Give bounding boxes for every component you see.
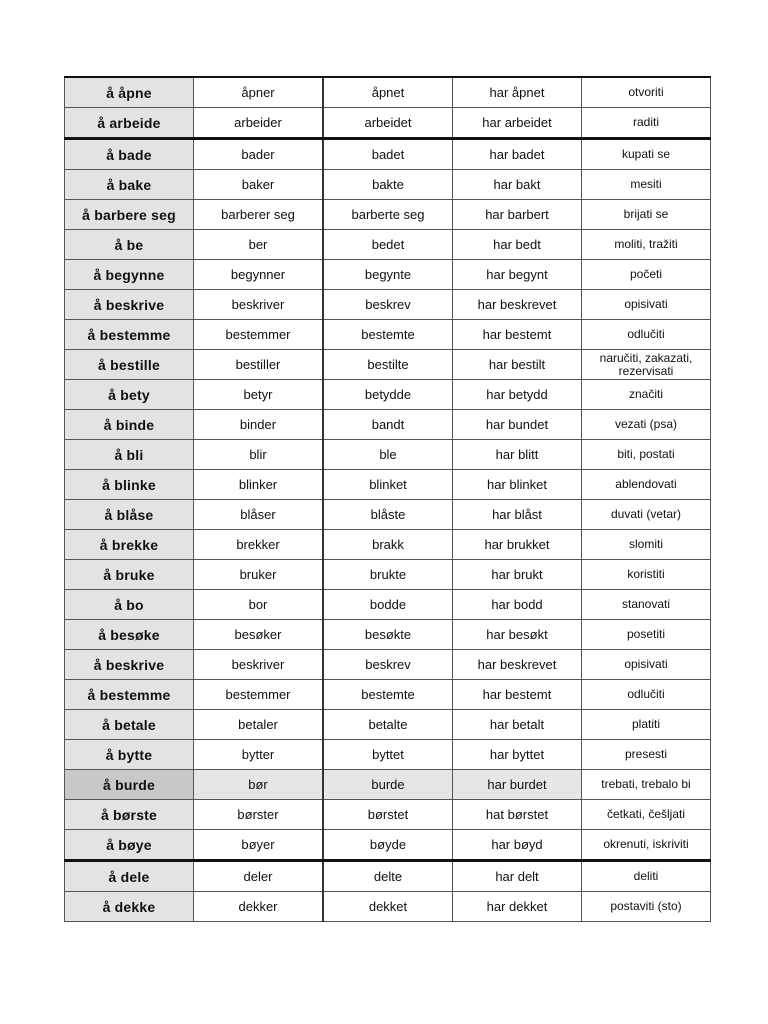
infinitive-cell: å bade <box>65 139 194 170</box>
present-tense-cell: bruker <box>194 560 324 590</box>
translation-cell: platiti <box>582 710 711 740</box>
infinitive-cell: å betale <box>65 710 194 740</box>
present-tense-cell: dekker <box>194 892 324 922</box>
verb-row <box>65 108 711 139</box>
past-tense-cell: begynte <box>323 260 453 290</box>
verb-row <box>65 200 711 230</box>
past-tense-cell: betalte <box>323 710 453 740</box>
verb-row <box>65 710 711 740</box>
infinitive-cell: å åpne <box>65 77 194 108</box>
present-tense-cell: betaler <box>194 710 324 740</box>
present-tense-cell: beskriver <box>194 650 324 680</box>
verb-row <box>65 230 711 260</box>
translation-cell: opisivati <box>582 650 711 680</box>
present-tense-cell: børster <box>194 800 324 830</box>
translation-cell: stanovati <box>582 590 711 620</box>
past-tense-cell: dekket <box>323 892 453 922</box>
present-tense-cell: arbeider <box>194 108 324 139</box>
past-tense-cell: byttet <box>323 740 453 770</box>
perfect-tense-cell: har bestemt <box>453 320 582 350</box>
present-tense-cell: baker <box>194 170 324 200</box>
past-tense-cell: badet <box>323 139 453 170</box>
perfect-tense-cell: har blitt <box>453 440 582 470</box>
perfect-tense-cell: har åpnet <box>453 77 582 108</box>
perfect-tense-cell: har betydd <box>453 380 582 410</box>
verb-row <box>65 620 711 650</box>
past-tense-cell: barberte seg <box>323 200 453 230</box>
infinitive-cell: å besøke <box>65 620 194 650</box>
verb-row <box>65 892 711 922</box>
infinitive-cell: å binde <box>65 410 194 440</box>
present-tense-cell: bestemmer <box>194 320 324 350</box>
past-tense-cell: beskrev <box>323 650 453 680</box>
infinitive-cell: å barbere seg <box>65 200 194 230</box>
translation-cell: biti, postati <box>582 440 711 470</box>
past-tense-cell: bøyde <box>323 830 453 861</box>
verb-row <box>65 320 711 350</box>
infinitive-cell: å bestille <box>65 350 194 380</box>
perfect-tense-cell: har bundet <box>453 410 582 440</box>
verb-conjugation-table <box>64 76 711 922</box>
verb-row <box>65 260 711 290</box>
past-tense-cell: bodde <box>323 590 453 620</box>
infinitive-cell: å bestemme <box>65 680 194 710</box>
present-tense-cell: bader <box>194 139 324 170</box>
translation-cell: četkati, češljati <box>582 800 711 830</box>
present-tense-cell: bestiller <box>194 350 324 380</box>
past-tense-cell: bedet <box>323 230 453 260</box>
perfect-tense-cell: har brukket <box>453 530 582 560</box>
verb-row <box>65 350 711 380</box>
translation-cell: odlučiti <box>582 320 711 350</box>
perfect-tense-cell: har brukt <box>453 560 582 590</box>
perfect-tense-cell: hat børstet <box>453 800 582 830</box>
translation-cell: početi <box>582 260 711 290</box>
present-tense-cell: bøyer <box>194 830 324 861</box>
perfect-tense-cell: har byttet <box>453 740 582 770</box>
infinitive-cell: å bo <box>65 590 194 620</box>
verb-row <box>65 380 711 410</box>
present-tense-cell: binder <box>194 410 324 440</box>
infinitive-cell: å bety <box>65 380 194 410</box>
translation-cell: mesiti <box>582 170 711 200</box>
present-tense-cell: begynner <box>194 260 324 290</box>
perfect-tense-cell: har beskrevet <box>453 650 582 680</box>
perfect-tense-cell: har bestemt <box>453 680 582 710</box>
perfect-tense-cell: har beskrevet <box>453 290 582 320</box>
perfect-tense-cell: har burdet <box>453 770 582 800</box>
infinitive-cell: å arbeide <box>65 108 194 139</box>
present-tense-cell: bør <box>194 770 324 800</box>
past-tense-cell: bestemte <box>323 320 453 350</box>
present-tense-cell: bor <box>194 590 324 620</box>
past-tense-cell: beskrev <box>323 290 453 320</box>
past-tense-cell: burde <box>323 770 453 800</box>
infinitive-cell: å be <box>65 230 194 260</box>
present-tense-cell: bestemmer <box>194 680 324 710</box>
present-tense-cell: brekker <box>194 530 324 560</box>
verb-row <box>65 740 711 770</box>
infinitive-cell: å dele <box>65 861 194 892</box>
perfect-tense-cell: har bedt <box>453 230 582 260</box>
present-tense-cell: blåser <box>194 500 324 530</box>
perfect-tense-cell: har blåst <box>453 500 582 530</box>
perfect-tense-cell: har begynt <box>453 260 582 290</box>
present-tense-cell: blir <box>194 440 324 470</box>
verb-row <box>65 770 711 800</box>
present-tense-cell: bytter <box>194 740 324 770</box>
present-tense-cell: besøker <box>194 620 324 650</box>
present-tense-cell: åpner <box>194 77 324 108</box>
translation-cell: okrenuti, iskriviti <box>582 830 711 861</box>
verb-row <box>65 590 711 620</box>
perfect-tense-cell: har besøkt <box>453 620 582 650</box>
translation-cell: moliti, tražiti <box>582 230 711 260</box>
verb-table-body <box>65 77 711 922</box>
translation-cell: slomiti <box>582 530 711 560</box>
infinitive-cell: å begynne <box>65 260 194 290</box>
infinitive-cell: å blåse <box>65 500 194 530</box>
past-tense-cell: åpnet <box>323 77 453 108</box>
verb-row <box>65 800 711 830</box>
infinitive-cell: å beskrive <box>65 290 194 320</box>
present-tense-cell: betyr <box>194 380 324 410</box>
past-tense-cell: blåste <box>323 500 453 530</box>
present-tense-cell: beskriver <box>194 290 324 320</box>
verb-row <box>65 530 711 560</box>
past-tense-cell: brukte <box>323 560 453 590</box>
verb-row <box>65 170 711 200</box>
infinitive-cell: å bake <box>65 170 194 200</box>
translation-cell: koristiti <box>582 560 711 590</box>
translation-cell: brijati se <box>582 200 711 230</box>
verb-row <box>65 77 711 108</box>
present-tense-cell: barberer seg <box>194 200 324 230</box>
translation-cell: posetiti <box>582 620 711 650</box>
infinitive-cell: å bruke <box>65 560 194 590</box>
translation-cell: deliti <box>582 861 711 892</box>
infinitive-cell: å bestemme <box>65 320 194 350</box>
perfect-tense-cell: har arbeidet <box>453 108 582 139</box>
verb-row <box>65 861 711 892</box>
past-tense-cell: blinket <box>323 470 453 500</box>
past-tense-cell: bandt <box>323 410 453 440</box>
verb-row <box>65 830 711 861</box>
infinitive-cell: å burde <box>65 770 194 800</box>
translation-cell: kupati se <box>582 139 711 170</box>
present-tense-cell: blinker <box>194 470 324 500</box>
verb-row <box>65 650 711 680</box>
past-tense-cell: delte <box>323 861 453 892</box>
translation-cell: presesti <box>582 740 711 770</box>
verb-row <box>65 500 711 530</box>
verb-row <box>65 410 711 440</box>
translation-cell: ablendovati <box>582 470 711 500</box>
past-tense-cell: bakte <box>323 170 453 200</box>
translation-cell: vezati (psa) <box>582 410 711 440</box>
translation-cell: postaviti (sto) <box>582 892 711 922</box>
present-tense-cell: ber <box>194 230 324 260</box>
verb-row <box>65 440 711 470</box>
translation-cell: naručiti, zakazati, rezervisati <box>582 350 711 380</box>
infinitive-cell: å beskrive <box>65 650 194 680</box>
past-tense-cell: brakk <box>323 530 453 560</box>
translation-cell: značiti <box>582 380 711 410</box>
past-tense-cell: besøkte <box>323 620 453 650</box>
translation-cell: duvati (vetar) <box>582 500 711 530</box>
verb-row <box>65 290 711 320</box>
infinitive-cell: å bøye <box>65 830 194 861</box>
past-tense-cell: ble <box>323 440 453 470</box>
past-tense-cell: børstet <box>323 800 453 830</box>
translation-cell: opisivati <box>582 290 711 320</box>
infinitive-cell: å bli <box>65 440 194 470</box>
infinitive-cell: å dekke <box>65 892 194 922</box>
past-tense-cell: arbeidet <box>323 108 453 139</box>
past-tense-cell: bestilte <box>323 350 453 380</box>
infinitive-cell: å brekke <box>65 530 194 560</box>
present-tense-cell: deler <box>194 861 324 892</box>
infinitive-cell: å børste <box>65 800 194 830</box>
translation-cell: odlučiti <box>582 680 711 710</box>
verb-row <box>65 680 711 710</box>
perfect-tense-cell: har dekket <box>453 892 582 922</box>
past-tense-cell: betydde <box>323 380 453 410</box>
perfect-tense-cell: har bodd <box>453 590 582 620</box>
past-tense-cell: bestemte <box>323 680 453 710</box>
perfect-tense-cell: har bøyd <box>453 830 582 861</box>
perfect-tense-cell: har delt <box>453 861 582 892</box>
infinitive-cell: å blinke <box>65 470 194 500</box>
perfect-tense-cell: har bakt <box>453 170 582 200</box>
perfect-tense-cell: har blinket <box>453 470 582 500</box>
infinitive-cell: å bytte <box>65 740 194 770</box>
perfect-tense-cell: har bestilt <box>453 350 582 380</box>
translation-cell: trebati, trebalo bi <box>582 770 711 800</box>
translation-cell: otvoriti <box>582 77 711 108</box>
verb-row <box>65 470 711 500</box>
verb-row <box>65 560 711 590</box>
perfect-tense-cell: har betalt <box>453 710 582 740</box>
perfect-tense-cell: har badet <box>453 139 582 170</box>
verb-row <box>65 139 711 170</box>
perfect-tense-cell: har barbert <box>453 200 582 230</box>
translation-cell: raditi <box>582 108 711 139</box>
